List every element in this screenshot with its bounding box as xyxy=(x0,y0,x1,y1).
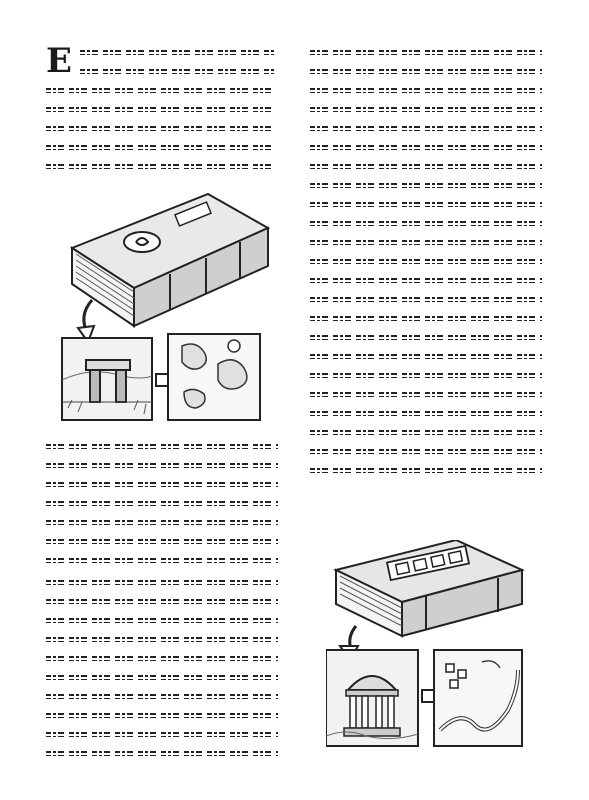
left-column-paragraph-3 xyxy=(46,576,278,760)
right-column-paragraph-1 xyxy=(310,46,542,196)
left-column-paragraph-1 xyxy=(80,46,276,84)
illustration-book-dolmen-map xyxy=(58,188,280,426)
illustration-book-rotunda-map xyxy=(326,540,526,750)
book-icon xyxy=(326,540,526,750)
drop-cap: E xyxy=(46,41,72,81)
left-column-paragraph-2 xyxy=(46,440,278,572)
book-icon xyxy=(58,188,280,426)
right-column-paragraph-2 xyxy=(310,198,542,480)
left-column-paragraph-1-cont xyxy=(46,84,276,178)
